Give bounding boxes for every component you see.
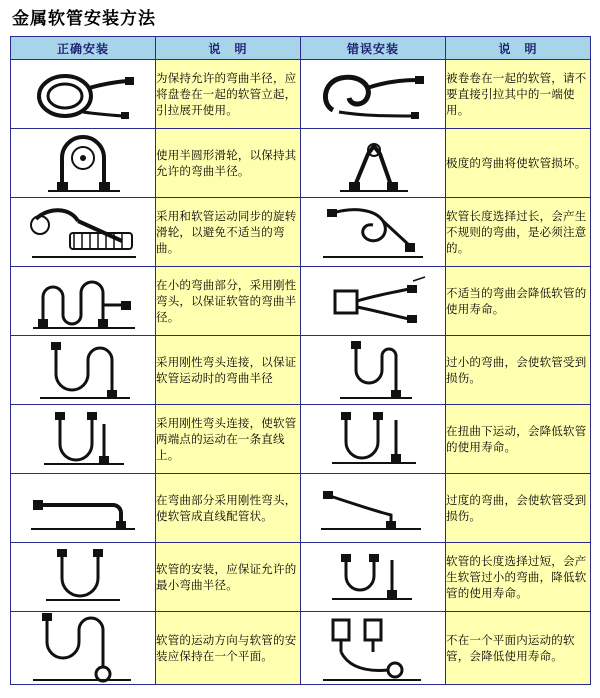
coiled-hose-standing-figure	[11, 60, 156, 129]
description-text: 被卷卷在一起的软管，请不要直接引拉其中的一端使用。	[446, 60, 591, 129]
header-correct-desc: 说 明	[156, 37, 301, 60]
sharp-bend-pulley-figure	[301, 129, 446, 198]
header-correct-install: 正确安装	[11, 37, 156, 60]
table-row	[11, 267, 591, 336]
page-title: 金属软管安装方法	[12, 9, 156, 29]
too-long-hose-small-bend-figure	[301, 543, 446, 612]
table-row	[11, 612, 591, 685]
description-text: 不适当的弯曲会降低软管的使用寿命。	[446, 267, 591, 336]
description-text: 采用刚性弯头连接，使软管两端点的运动在一条直线上。	[156, 405, 301, 474]
description-text: 极度的弯曲将使软管损坏。	[446, 129, 591, 198]
description-text: 在扭曲下运动，会降低软管的使用寿命。	[446, 405, 591, 474]
too-small-bend-damage-figure	[301, 336, 446, 405]
table-header-row	[11, 37, 591, 60]
description-text: 在小的弯曲部分，采用刚性弯头，以保证软管的弯曲半径。	[156, 267, 301, 336]
description-text: 过度的弯曲，会使软管受到损伤。	[446, 474, 591, 543]
description-text: 软管的安装，应保证允许的最小弯曲半径。	[156, 543, 301, 612]
too-long-hose-irregular-bend-figure	[301, 198, 446, 267]
rigid-bend-small-radius-figure	[11, 267, 156, 336]
table-row	[11, 405, 591, 474]
improper-bend-shortens-life-figure	[301, 267, 446, 336]
description-text: 软管的运动方向与软管的安装应保持在一个平面。	[156, 612, 301, 685]
description-text: 采用刚性弯头连接，以保证软管运动时的弯曲半径	[156, 336, 301, 405]
description-text: 过小的弯曲，会使软管受到损伤。	[446, 336, 591, 405]
description-text: 为保持允许的弯曲半径，应将盘卷在一起的软管立起，引拉展开使用。	[156, 60, 301, 129]
description-text: 在弯曲部分采用刚性弯头，使软管成直线配管状。	[156, 474, 301, 543]
out-of-plane-motion-figure	[301, 612, 446, 685]
description-text: 使用半圆形滑轮，以保持其允许的弯曲半径。	[156, 129, 301, 198]
table-row	[11, 543, 591, 612]
description-text: 不在一个平面内运动的软管，会降低使用寿命。	[446, 612, 591, 685]
coiled-hose-pulled-figure	[301, 60, 446, 129]
description-text: 采用和软管运动同步的旋转滑轮，以避免不适当的弯曲。	[156, 198, 301, 267]
table-row	[11, 474, 591, 543]
table-row	[11, 129, 591, 198]
rigid-elbow-straight-line-figure	[11, 405, 156, 474]
description-text: 软管长度选择过长，会产生不规则的弯曲，是必须注意的。	[446, 198, 591, 267]
table-row	[11, 198, 591, 267]
header-wrong-install: 错误安装	[301, 37, 446, 60]
table-row	[11, 336, 591, 405]
table-row	[11, 60, 591, 129]
semicircular-pulley-figure	[11, 129, 156, 198]
same-plane-motion-figure	[11, 612, 156, 685]
excessive-bend-damage-figure	[301, 474, 446, 543]
synchronized-rotating-pulley-figure	[11, 198, 156, 267]
header-wrong-desc: 说 明	[446, 37, 591, 60]
minimum-bend-radius-install-figure	[11, 543, 156, 612]
rigid-elbow-connection-figure	[11, 336, 156, 405]
torsional-motion-figure	[301, 405, 446, 474]
straight-pipe-with-elbow-figure	[11, 474, 156, 543]
hose-installation-table	[10, 36, 591, 685]
description-text: 软管的长度选择过短，会产生软管过小的弯曲，降低软管的使用寿命。	[446, 543, 591, 612]
